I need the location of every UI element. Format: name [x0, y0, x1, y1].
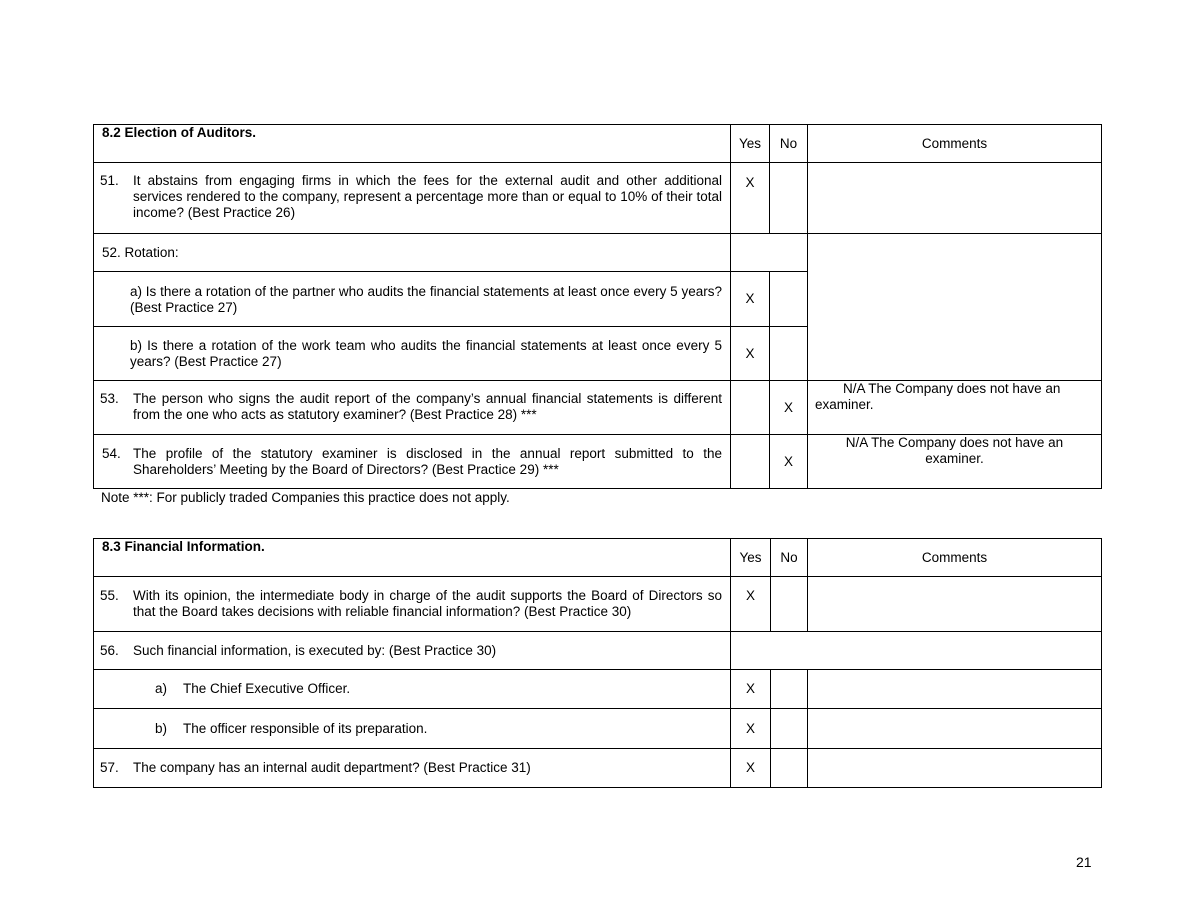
question-text: The company has an internal audit department? (Best Practice 31) — [133, 760, 531, 775]
question-row-51 — [94, 163, 1102, 234]
question-text: b) Is there a rotation of the work team who audits the financial statements at least once every 5 years? (Best Practice 27) — [130, 338, 722, 369]
question-number: 56. — [100, 642, 119, 658]
question-text: It abstains from engaging firms in which the fees for the external audit and other additional services rendered to the company, represent a percentage more than or equal to 10% of their total income? (Best Practice 26) — [133, 173, 722, 220]
no-cell — [770, 272, 808, 327]
comment-cell — [808, 435, 1102, 489]
financial-information-table — [93, 538, 1102, 788]
comments-header: Comments — [808, 125, 1102, 163]
comment-cell — [808, 709, 1102, 749]
yes-header: Yes — [731, 125, 770, 163]
question-row-54 — [94, 435, 1102, 489]
question-row-52 — [94, 234, 1102, 272]
question-number: 54. — [102, 446, 121, 461]
question-text: The person who signs the audit report of the company’s annual financial statements is different from the one who acts as statutory examiner? (Best Practice 28) *** — [133, 391, 722, 422]
comment-cell — [808, 381, 1102, 435]
no-header: No — [771, 539, 808, 577]
question-row-56b — [94, 709, 1102, 749]
election-of-auditors-table — [93, 124, 1102, 489]
question-text: The profile of the statutory examiner is disclosed in the annual report submitted to the Shareholders’ Meeting by the Board of Directors? (Best Practice 29) *** — [133, 446, 722, 477]
question-text: a) Is there a rotation of the partner who audits the financial statements at least once every 5 years? (Best Practice 27) — [130, 284, 722, 315]
answer-cell — [731, 234, 808, 272]
comment-cell — [808, 234, 1102, 381]
sub-item-letter: a) — [155, 681, 168, 696]
no-mark: X — [770, 435, 808, 489]
comment-line-2: examiner. — [815, 397, 874, 412]
no-cell — [771, 577, 808, 632]
yes-mark: X — [731, 272, 770, 327]
no-cell — [770, 327, 808, 381]
yes-header: Yes — [731, 539, 771, 577]
yes-mark: X — [731, 327, 770, 381]
yes-mark: X — [731, 749, 771, 788]
comment-cell — [808, 577, 1102, 632]
question-text: Rotation: — [124, 244, 179, 260]
question-row-53 — [94, 381, 1102, 435]
sub-item-letter: b) — [155, 720, 168, 736]
question-number: 55. — [100, 588, 119, 603]
question-number: 53. — [100, 391, 119, 406]
answer-cell — [731, 632, 1102, 670]
question-row-56 — [94, 632, 1102, 670]
no-cell — [770, 163, 808, 234]
question-text: The officer responsible of its preparation. — [183, 720, 428, 736]
comment-cell — [808, 670, 1102, 709]
no-cell — [771, 749, 808, 788]
comment-cell — [808, 163, 1102, 234]
question-text: The Chief Executive Officer. — [183, 681, 351, 696]
question-text: With its opinion, the intermediate body in charge of the audit supports the Board of Directors so that the Board takes decisions with reliable financial information? (Best Practice 30) — [133, 588, 722, 619]
yes-mark: X — [731, 670, 771, 709]
comments-header: Comments — [808, 539, 1102, 577]
question-row-56a — [94, 670, 1102, 709]
question-row-57 — [94, 749, 1102, 788]
yes-mark: X — [731, 163, 770, 234]
question-number: 57. — [100, 760, 119, 775]
section-title: 8.2 Election of Auditors. — [94, 125, 731, 163]
yes-cell — [731, 435, 770, 489]
yes-mark: X — [731, 577, 771, 632]
yes-mark: X — [731, 709, 771, 749]
no-header: No — [770, 125, 808, 163]
yes-cell — [731, 381, 770, 435]
question-row-55 — [94, 577, 1102, 632]
comment-line-1: N/A The Company does not have an — [843, 381, 1061, 396]
no-cell — [771, 670, 808, 709]
comment-line-2: examiner. — [925, 451, 984, 466]
section-title: 8.3 Financial Information. — [94, 539, 731, 577]
footnote: Note ***: For publicly traded Companies this practice does not apply. — [101, 490, 510, 505]
comment-line-1: N/A The Company does not have an — [845, 435, 1064, 450]
question-number: 51. — [100, 173, 119, 188]
page-number: 21 — [1076, 854, 1092, 870]
comment-cell — [808, 749, 1102, 788]
no-mark: X — [770, 381, 808, 435]
question-text: Such financial information, is executed by: (Best Practice 30) — [133, 642, 497, 658]
question-number: 52. — [102, 244, 121, 260]
no-cell — [771, 709, 808, 749]
